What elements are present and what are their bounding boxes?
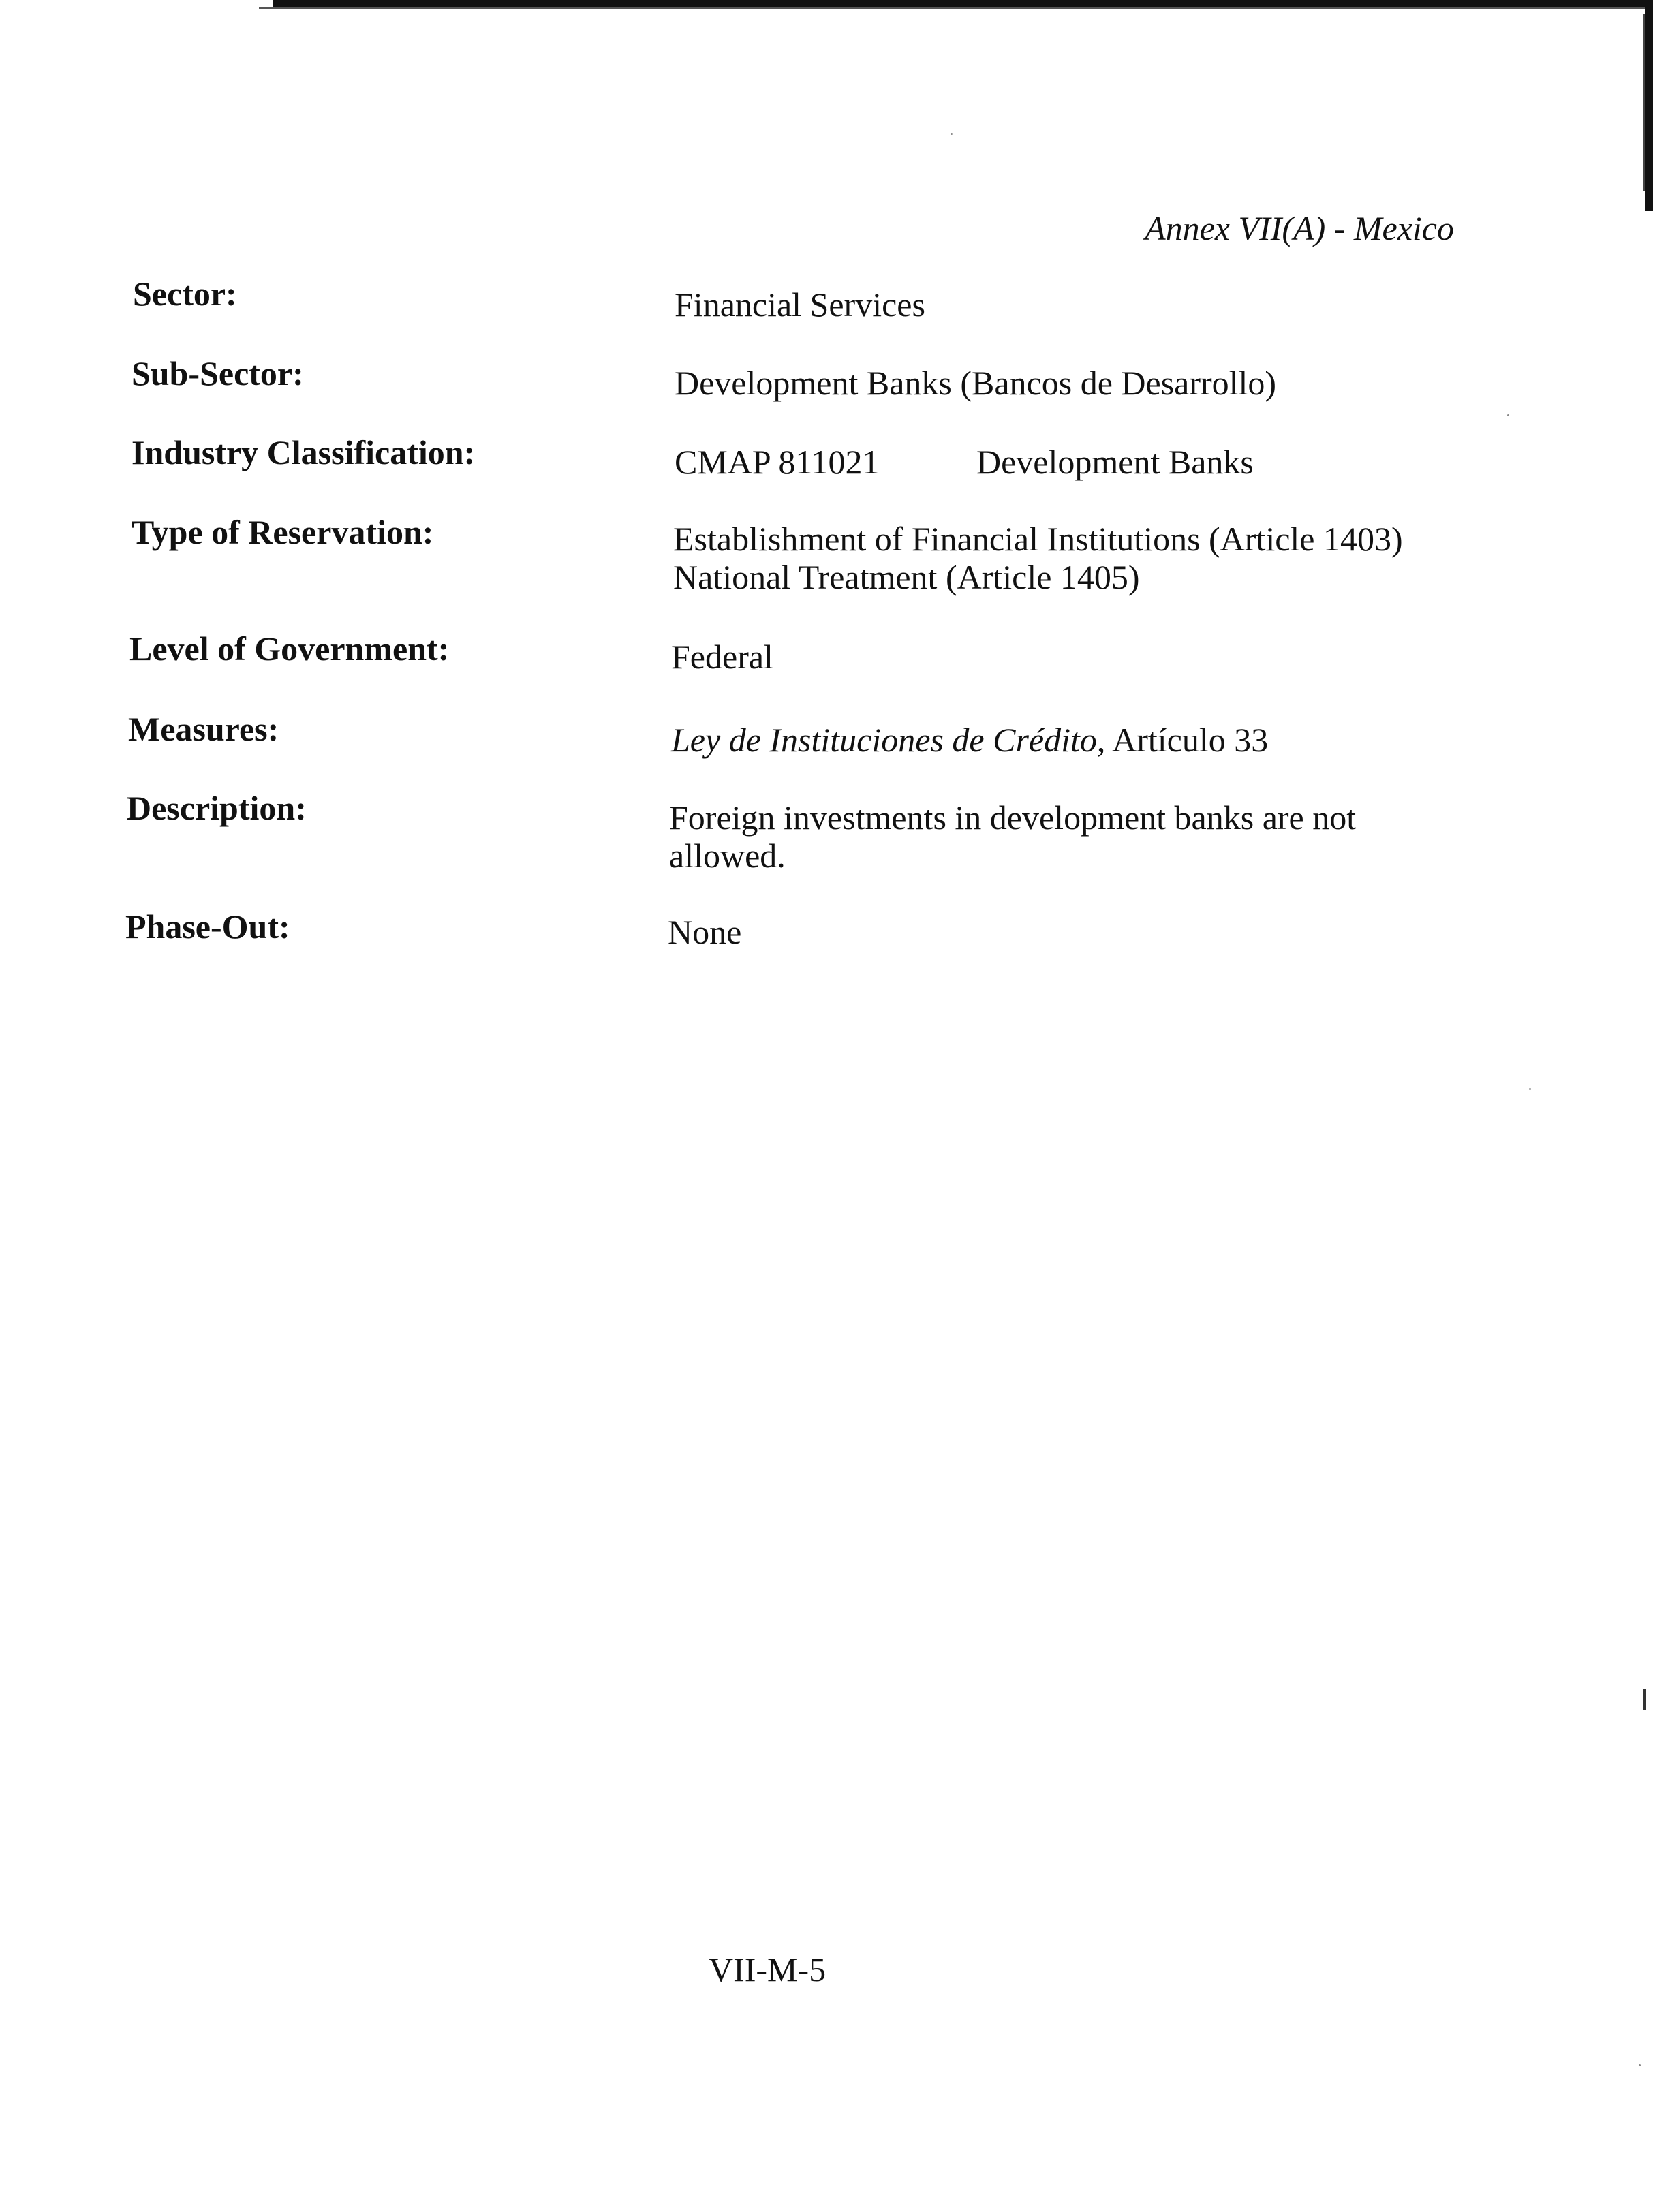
industry-classification-label: Industry Classification: xyxy=(132,433,476,471)
sector-value: Financial Services xyxy=(675,285,925,324)
scan-speck xyxy=(1529,1088,1531,1090)
type-of-reservation-value xyxy=(673,520,1403,596)
description-value xyxy=(669,798,1356,875)
description-label: Description: xyxy=(127,789,307,827)
industry-classification-code: CMAP 811021 xyxy=(675,443,880,481)
scan-right-edge-shadow xyxy=(1643,14,1645,191)
level-of-government-value: Federal xyxy=(671,638,773,676)
description-line-1: Foreign investments in development banks are not xyxy=(669,798,1357,837)
sector-label: Sector: xyxy=(133,275,237,313)
scan-mark xyxy=(1643,1689,1646,1710)
scan-top-edge xyxy=(273,0,1653,7)
scan-speck xyxy=(1507,414,1509,416)
annex-header: Annex VII(A) - Mexico xyxy=(1145,209,1454,247)
scan-right-edge xyxy=(1645,0,1653,211)
measures-article: , Artículo 33 xyxy=(1096,721,1269,759)
scan-speck xyxy=(1639,2064,1641,2066)
measures-label: Measures: xyxy=(128,710,279,748)
type-of-reservation-line-1: Establishment of Financial Institutions (Article 1403) xyxy=(673,520,1403,558)
scan-speck xyxy=(951,133,953,135)
phase-out-label: Phase-Out: xyxy=(125,907,290,946)
type-of-reservation-line-2: National Treatment (Article 1405) xyxy=(673,558,1140,596)
type-of-reservation-label: Type of Reservation: xyxy=(132,513,434,551)
sub-sector-value: Development Banks (Bancos de Desarrollo) xyxy=(675,364,1277,402)
scan-top-edge-shadow xyxy=(259,7,1649,9)
phase-out-value: None xyxy=(668,913,742,951)
sub-sector-label: Sub-Sector: xyxy=(132,354,304,392)
level-of-government-label: Level of Government: xyxy=(129,629,450,668)
industry-classification-name: Development Banks xyxy=(976,443,1254,481)
measures-value xyxy=(671,721,1268,759)
measures-law-title: Ley de Instituciones de Crédito xyxy=(671,721,1097,759)
description-line-2: allowed. xyxy=(669,837,786,875)
page-number: VII-M-5 xyxy=(709,1950,826,1989)
